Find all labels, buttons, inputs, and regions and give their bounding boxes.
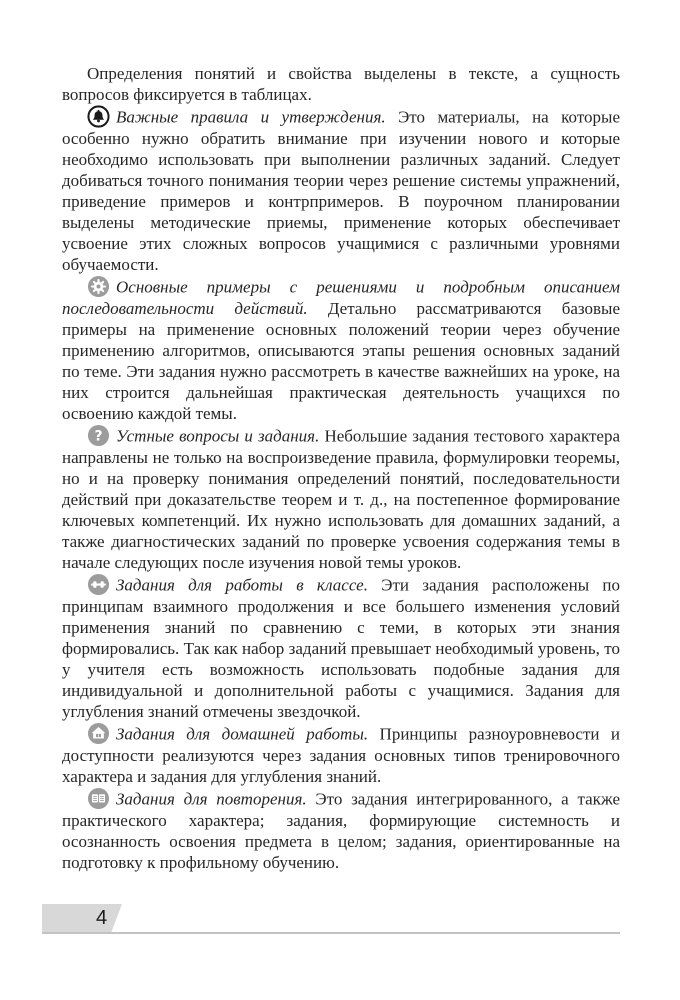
paragraph-lead: Важные правила и утверждения.	[116, 107, 386, 127]
paragraph-text: Это материалы, на которые особенно нужно обратить внимание при изучении нового и которые необходимо использовать при выполнении различных заданий. Следует добиваться точного понимания теории через решение системы упражнений, приведение примеров и контрпримеров. В поурочном планировании выделены методические приемы, применение которых обеспечивает усвоение этих сложных вопросов учащимися с различными уровнями обучаемости.	[62, 107, 621, 274]
paragraph-lead: Задания для домашней работы.	[116, 724, 369, 744]
paragraph	[62, 573, 620, 722]
paragraph	[62, 63, 620, 105]
home-icon	[87, 722, 110, 745]
dumbbell-icon	[87, 573, 110, 596]
paragraph-text: Детально рассматриваются базовые примеры на применение основных положений теории через обучение применению алгоритмов, описываются этапы решения основных заданий по теме. Эти задания нужно рассмотреть в качестве важнейших на уроке, на них строится дальнейшая практическая деятельность учащихся по освоению каждой темы.	[62, 299, 620, 423]
paragraph-text: Это задания интегрированного, а также практического характера; задания, формирующие системность и осознанность освоения предмета в целом; задания, ориентированные на подготовку к профильному обучению.	[62, 789, 621, 872]
book-icon	[87, 787, 110, 810]
footer-rule	[42, 932, 620, 934]
bell-icon	[87, 105, 110, 128]
paragraph-lead: Задания для повторения.	[116, 789, 307, 809]
gear-icon	[87, 275, 110, 298]
paragraph	[62, 722, 620, 787]
paragraph	[62, 787, 620, 873]
paragraph-text: Определения понятий и свойства выделены в тексте, а сущность вопросов фиксируется в таблицах.	[62, 64, 620, 104]
question-icon	[87, 424, 110, 447]
paragraph	[62, 275, 620, 424]
paragraph-lead: Основные примеры с решениями и подробным описанием последовательности действий.	[62, 277, 620, 318]
paragraph-text: Эти задания расположены по принципам взаимного продолжения и все большего изменения условий применения знаний по сравнению с теми, в которых эти знания формировались. Так как набор заданий превышает необходимый уровень, то у учителя есть возможность использовать подобные задания для индивидуальной и дополнительной работы с учащимися. Задания для углубления знаний отмечены звездочкой.	[62, 575, 620, 721]
paragraph-text: Принципы разноуровневости и доступности реализуются через задания основных типов тренировочного характера и задания для углубления знаний.	[62, 724, 621, 786]
paragraph-lead: Задания для работы в классе.	[116, 575, 368, 595]
svg-text:?: ?	[94, 428, 103, 445]
paragraph	[62, 105, 620, 275]
text-column	[62, 63, 620, 873]
footer-tab-shape	[42, 904, 122, 933]
paragraph	[62, 424, 620, 573]
paragraph-lead: Устные вопросы и задания.	[116, 426, 320, 446]
paragraph-text: Небольшие задания тестового характера направлены не только на воспроизведение правила, формулировки теоремы, но и на проверку понимания определений понятий, последовательности действий при доказательстве теорем и т. д., на постепенное формирование ключевых компетенций. Их нужно использовать для домашних заданий, а также диагностических заданий по проверке усвоения содержания темы в начале следующих после изучения новой темы уроков.	[62, 426, 621, 572]
page-number: 4	[96, 907, 108, 929]
